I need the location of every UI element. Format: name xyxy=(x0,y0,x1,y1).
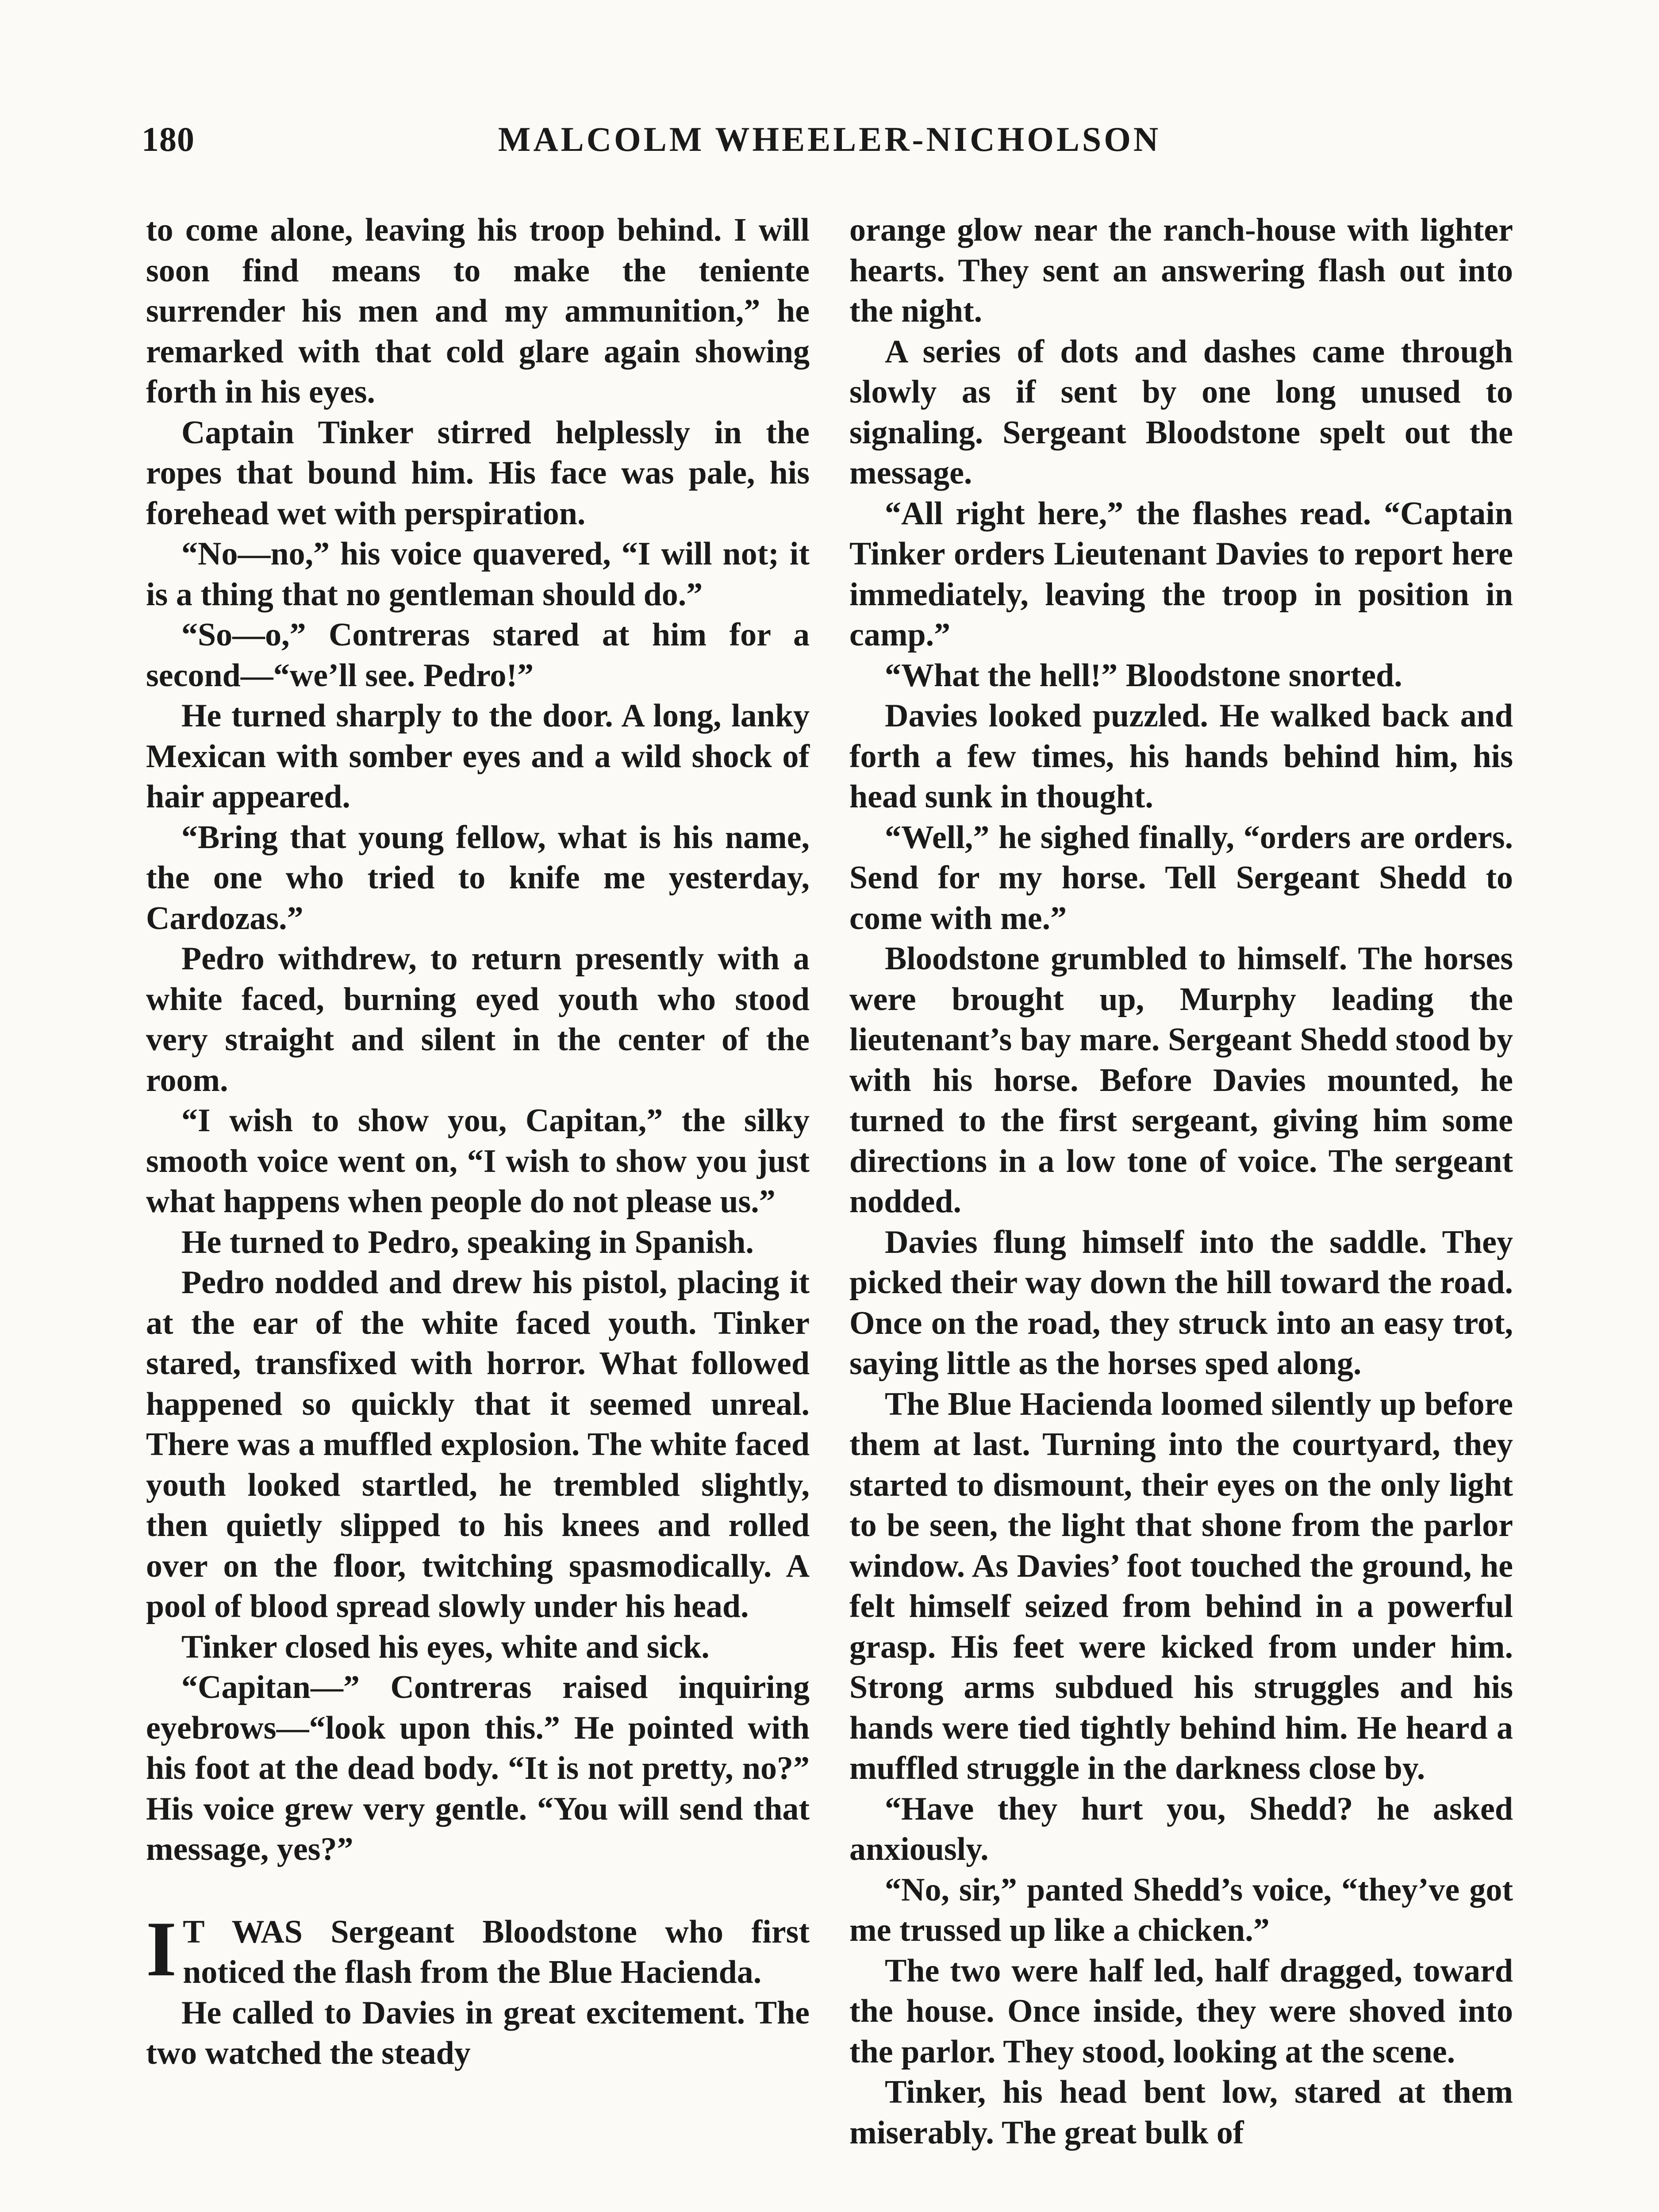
lead-in-text: T WAS xyxy=(183,1913,303,1950)
paragraph: Davies looked puzzled. He walked back and forth a few times, his hands behind him, his head sunk in thought. xyxy=(849,698,1513,815)
paragraph: “Capitan—” Contreras raised inquiring eyebrows—“look upon this.” He pointed with his foot at the dead body. “It is not pretty, no?” His voice grew very gentle. “You will send that message, yes?” xyxy=(146,1669,810,1867)
paragraph: “Bring that young fellow, what is his name, the one who tried to knife me yesterday, Cardozas.” xyxy=(146,819,810,937)
paragraph: “Well,” he sighed finally, “orders are orders. Send for my horse. Tell Sergeant Shedd to come with me.” xyxy=(849,819,1513,937)
paragraph: orange glow near the ranch-house with lighter hearts. They sent an answering flash out into the night. xyxy=(849,212,1513,329)
paragraph: The two were half led, half dragged, toward the house. Once inside, they were shoved into the parlor. They stood, looking at the scene. xyxy=(849,1952,1513,2070)
running-title: MALCOLM WHEELER-NICHOLSON xyxy=(498,120,1161,158)
paragraph: “Have they hurt you, Shedd? he asked anxiously. xyxy=(849,1790,1513,1867)
paragraph: Tinker, his head bent low, stared at them miserably. The great bulk of xyxy=(849,2074,1513,2151)
paragraph: “What the hell!” Bloodstone snorted. xyxy=(885,657,1402,694)
paragraph: The Blue Hacienda loomed silently up before them at last. Turning into the courtyard, they started to dismount, their eyes on the only light to be seen, the light that shone from the parlor window. As Davies’ foot touched the ground, he felt himself seized from behind in a powerful grasp. His feet were kicked from under him. Strong arms subdued his struggles and his hands were tied tightly behind him. He heard a muffled struggle in the darkness close by. xyxy=(849,1386,1513,1786)
paragraph: Bloodstone grumbled to himself. The horses were brought up, Murphy leading the lieutenant’s bay mare. Sergeant Shedd stood by with his horse. Before Davies mounted, he turned to the first sergeant, giving him some directions in a low tone of voice. The sergeant nodded. xyxy=(849,941,1513,1220)
paragraph: “No—no,” his voice quavered, “I will not; it is a thing that no gentleman should do.” xyxy=(146,536,810,613)
paragraph: Davies flung himself into the saddle. They picked their way down the hill toward the road. Once on the road, they struck into an easy trot, saying little as the horses sped along. xyxy=(849,1224,1513,1382)
drop-cap: I xyxy=(146,1905,177,1993)
paragraph: “No, sir,” panted Shedd’s voice, “they’ve got me trussed up like a chicken.” xyxy=(849,1871,1513,1948)
paragraph: Pedro nodded and drew his pistol, placing it at the ear of the white faced youth. Tinker stared, transfixed with horror. What followed happened so quickly that it seemed unreal. There was a muffled explosion. The white faced youth looked startled, he trembled slightly, then quietly slipped to his knees and rolled over on the floor, twitching spasmodically. A pool of blood spread slowly under his head. xyxy=(146,1264,810,1624)
paragraph: A series of dots and dashes came through slowly as if sent by one long unused to signaling. Sergeant Bloodstone spelt out the message. xyxy=(849,333,1513,491)
page-number: 180 xyxy=(142,120,195,158)
left-column xyxy=(146,210,810,2074)
page-header xyxy=(142,119,1517,168)
paragraph: Pedro withdrew, to return presently with a white faced, burning eyed youth who stood very straight and silent in the center of the room. xyxy=(146,941,810,1098)
right-column xyxy=(849,210,1513,2153)
section-break xyxy=(146,1870,810,1912)
paragraph: “I wish to show you, Capitan,” the silky smooth voice went on, “I wish to show you just what happens when people do not please us.” xyxy=(146,1102,810,1220)
paragraph: Captain Tinker stirred helplessly in the ropes that bound him. His face was pale, his forehead wet with perspiration. xyxy=(146,414,810,532)
paragraph: He turned to Pedro, speaking in Spanish. xyxy=(181,1224,754,1260)
paragraph: Tinker closed his eyes, white and sick. xyxy=(181,1628,710,1665)
paragraph: He called to Davies in great excitement. The two watched the steady xyxy=(146,1994,810,2071)
section-opening-text: Sergeant Bloodstone who first noticed the flash from the Blue Hacienda. xyxy=(183,1913,810,1990)
section-opening-paragraph xyxy=(146,1905,810,1993)
paragraph: “All right here,” the flashes read. “Captain Tinker orders Lieutenant Davies to report here immediately, leaving the troop in position in camp.” xyxy=(849,495,1513,653)
paragraph: He turned sharply to the door. A long, lanky Mexican with somber eyes and a wild shock of hair appeared. xyxy=(146,698,810,815)
paragraph: to come alone, leaving his troop behind. I will soon find means to make the teniente surrender his men and my ammunition,” he remarked with that cold glare again showing forth in his eyes. xyxy=(146,212,810,410)
paragraph: “So—o,” Contreras stared at him for a second—“we’ll see. Pedro!” xyxy=(146,617,810,694)
